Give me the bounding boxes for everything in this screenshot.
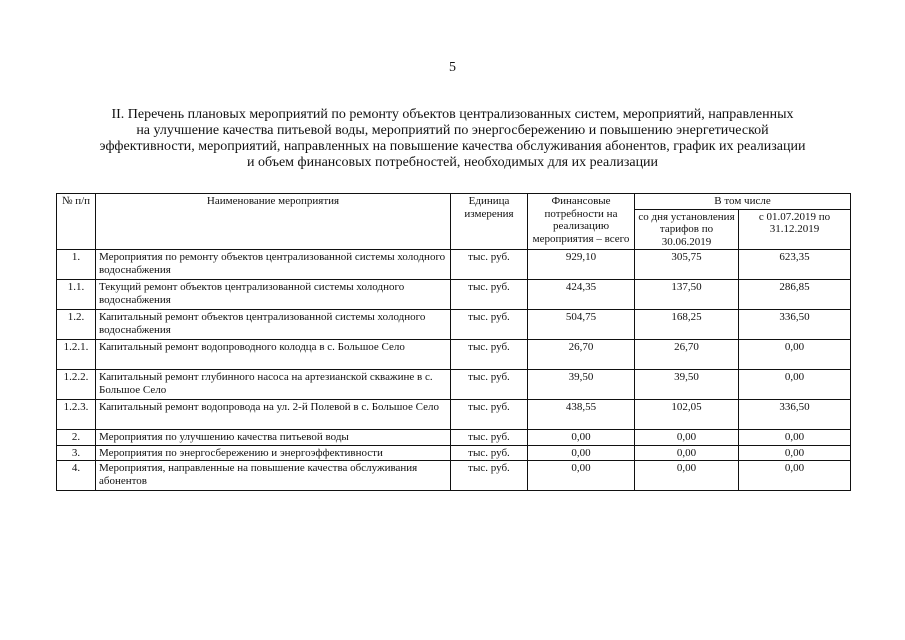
table-row xyxy=(57,430,851,446)
cell-period-1: 0,00 xyxy=(635,461,739,491)
cell-name: Мероприятия, направленные на повышение качества обслуживания абонентов xyxy=(96,461,451,491)
table-row xyxy=(57,445,851,461)
cell-total: 424,35 xyxy=(528,280,635,310)
cell-period-1: 102,05 xyxy=(635,400,739,430)
cell-period-1: 0,00 xyxy=(635,445,739,461)
cell-total: 0,00 xyxy=(528,445,635,461)
table-row xyxy=(57,340,851,370)
cell-name: Мероприятия по энергосбережению и энергоэффективности xyxy=(96,445,451,461)
cell-total: 0,00 xyxy=(528,430,635,446)
cell-name: Мероприятия по улучшению качества питьевой воды xyxy=(96,430,451,446)
cell-name: Капитальный ремонт объектов централизованной системы холодного водоснабжения xyxy=(96,310,451,340)
cell-unit: тыс. руб. xyxy=(451,461,528,491)
cell-num: 1.1. xyxy=(57,280,96,310)
header-unit: Единица измерения xyxy=(451,194,528,250)
table-row xyxy=(57,461,851,491)
cell-unit: тыс. руб. xyxy=(451,430,528,446)
cell-period-1: 168,25 xyxy=(635,310,739,340)
cell-num: 1.2.1. xyxy=(57,340,96,370)
header-period-1: со дня установления тарифов по 30.06.2019 xyxy=(635,209,739,250)
cell-num: 1.2.2. xyxy=(57,370,96,400)
cell-num: 1.2. xyxy=(57,310,96,340)
cell-unit: тыс. руб. xyxy=(451,370,528,400)
cell-name: Капитальный ремонт водопровода на ул. 2-й Полевой в с. Большое Село xyxy=(96,400,451,430)
cell-num: 2. xyxy=(57,430,96,446)
cell-unit: тыс. руб. xyxy=(451,340,528,370)
table-row xyxy=(57,250,851,280)
cell-total: 26,70 xyxy=(528,340,635,370)
cell-num: 4. xyxy=(57,461,96,491)
section-title-line: II. Перечень плановых мероприятий по ремонту объектов централизованных систем, мероприятий, направленных xyxy=(111,107,794,122)
cell-name: Текущий ремонт объектов централизованной системы холодного водоснабжения xyxy=(96,280,451,310)
cell-total: 39,50 xyxy=(528,370,635,400)
cell-period-2: 336,50 xyxy=(739,310,851,340)
cell-period-1: 305,75 xyxy=(635,250,739,280)
cell-unit: тыс. руб. xyxy=(451,400,528,430)
cell-unit: тыс. руб. xyxy=(451,250,528,280)
cell-period-1: 26,70 xyxy=(635,340,739,370)
header-period-2: с 01.07.2019 по 31.12.2019 xyxy=(739,209,851,250)
cell-total: 438,55 xyxy=(528,400,635,430)
cell-unit: тыс. руб. xyxy=(451,280,528,310)
section-title xyxy=(60,107,845,171)
cell-period-2: 0,00 xyxy=(739,445,851,461)
cell-period-2: 336,50 xyxy=(739,400,851,430)
section-title-line: и объем финансовых потребностей, необходимых для их реализации xyxy=(246,155,659,170)
cell-num: 3. xyxy=(57,445,96,461)
page-number: 5 xyxy=(449,60,456,75)
cell-total: 0,00 xyxy=(528,461,635,491)
cell-period-2: 286,85 xyxy=(739,280,851,310)
table-row xyxy=(57,370,851,400)
cell-name: Мероприятия по ремонту объектов централизованной системы холодного водоснабжения xyxy=(96,250,451,280)
header-finance: Финансовые потребности на реализацию мероприятия – всего xyxy=(528,194,635,250)
cell-period-1: 0,00 xyxy=(635,430,739,446)
table-row xyxy=(57,400,851,430)
cell-name: Капитальный ремонт водопроводного колодца в с. Большое Село xyxy=(96,340,451,370)
section-title-line: эффективности, мероприятий, направленных на повышение качества обслуживания абонентов, график их реализации xyxy=(99,139,806,154)
cell-period-1: 39,50 xyxy=(635,370,739,400)
cell-total: 929,10 xyxy=(528,250,635,280)
header-num: № п/п xyxy=(57,194,96,250)
cell-num: 1. xyxy=(57,250,96,280)
table-row xyxy=(57,280,851,310)
cell-total: 504,75 xyxy=(528,310,635,340)
cell-name: Капитальный ремонт глубинного насоса на артезианской скважине в с. Большое Село xyxy=(96,370,451,400)
header-name: Наименование мероприятия xyxy=(96,194,451,250)
table-row xyxy=(57,310,851,340)
cell-period-2: 0,00 xyxy=(739,430,851,446)
cell-unit: тыс. руб. xyxy=(451,310,528,340)
header-including: В том числе xyxy=(635,194,851,210)
cell-period-2: 0,00 xyxy=(739,461,851,491)
activities-table xyxy=(56,193,851,491)
cell-unit: тыс. руб. xyxy=(451,445,528,461)
cell-period-2: 0,00 xyxy=(739,340,851,370)
cell-num: 1.2.3. xyxy=(57,400,96,430)
section-title-line: на улучшение качества питьевой воды, мероприятий по энергосбережению и повышению энергетической xyxy=(136,123,769,138)
cell-period-1: 137,50 xyxy=(635,280,739,310)
cell-period-2: 623,35 xyxy=(739,250,851,280)
cell-period-2: 0,00 xyxy=(739,370,851,400)
